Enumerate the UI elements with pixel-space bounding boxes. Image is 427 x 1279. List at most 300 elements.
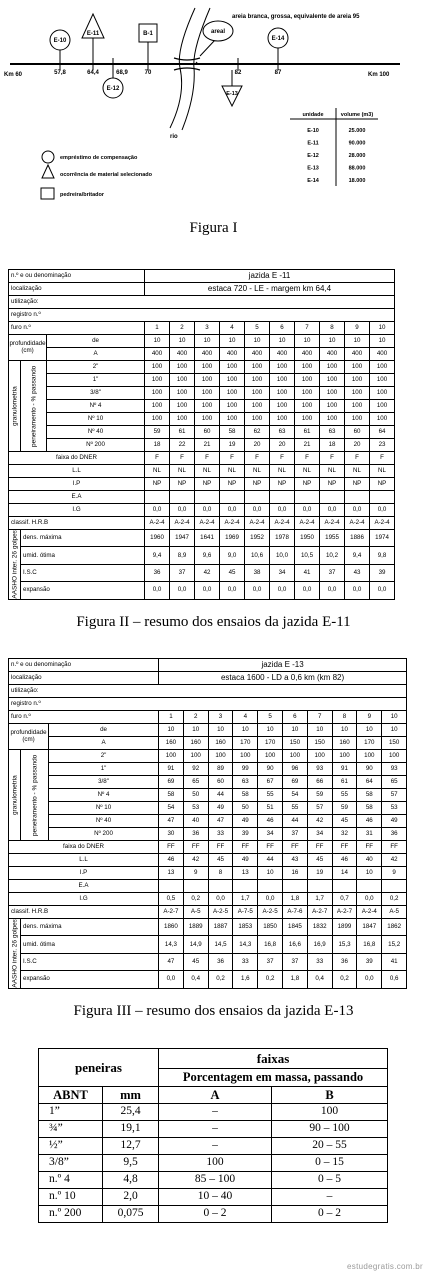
faixas-cell: ¾” (39, 1121, 103, 1138)
cell: 100 (370, 400, 395, 413)
vol-cell-unit: E-13 (307, 165, 319, 172)
cell: 32 (332, 828, 357, 841)
cell: 100 (220, 400, 245, 413)
cell: 50 (233, 802, 258, 815)
cell: A-2-7 (332, 906, 357, 919)
faixas-cell: ½” (39, 1138, 103, 1155)
faixas-cell: 2,0 (103, 1189, 159, 1206)
cell: 34 (307, 828, 332, 841)
row-label: profundidade (cm) (9, 335, 47, 361)
cell: 0,2 (332, 971, 357, 988)
cell: A-2-4 (195, 517, 220, 530)
cell: 10,6 (245, 547, 270, 564)
cell: F (170, 452, 195, 465)
faixas-cell: – (159, 1138, 272, 1155)
cell (357, 880, 382, 893)
cell: F (320, 452, 345, 465)
cell: 34 (270, 564, 295, 581)
cell (245, 491, 270, 504)
cell: 20 (245, 439, 270, 452)
cell: 100 (320, 361, 345, 374)
cell (170, 491, 195, 504)
cell: 22 (170, 439, 195, 452)
vol-cell-volume: 28.000 (348, 153, 366, 159)
cell: 100 (258, 750, 283, 763)
cell: 160 (183, 737, 208, 750)
cell: 1886 (345, 530, 370, 547)
cell: 100 (345, 400, 370, 413)
faixas-cell: – (159, 1121, 272, 1138)
row-label: I.G (9, 893, 159, 906)
faixas-cell: 0 – 2 (272, 1206, 388, 1223)
vol-cell-volume: 90.000 (348, 140, 366, 147)
cell: 100 (145, 413, 170, 426)
faixas-cell: n.º 4 (39, 1172, 103, 1189)
vol-cell-unit: E-11 (307, 140, 319, 147)
cell: 16,8 (258, 936, 283, 953)
cell: NP (170, 478, 195, 491)
sieve-label: Nº 4 (47, 400, 145, 413)
cell: 100 (245, 400, 270, 413)
cell: 160 (159, 737, 184, 750)
cell (183, 880, 208, 893)
cell: 58 (220, 426, 245, 439)
cell: NP (345, 478, 370, 491)
cell: 100 (295, 387, 320, 400)
jazida-name: jazida E -13 (159, 659, 407, 672)
cell: 10 (357, 867, 382, 880)
row-label: I.S.C (21, 564, 145, 581)
cell: 1969 (220, 530, 245, 547)
cell: 9,4 (145, 547, 170, 564)
row-label: L.L (9, 854, 159, 867)
cell: 10 (307, 724, 332, 737)
cell: 0,0 (208, 893, 233, 906)
row-label: faixa do DNER (9, 452, 145, 465)
cell: 50 (183, 789, 208, 802)
faixas-cell: 0,075 (103, 1206, 159, 1223)
river-label: rio (170, 134, 178, 140)
cell: 100 (233, 750, 258, 763)
cell: 1845 (283, 919, 308, 936)
cell: 19 (220, 439, 245, 452)
cell: 1887 (208, 919, 233, 936)
cell: 0,2 (208, 971, 233, 988)
cell: 100 (208, 750, 233, 763)
figure-3-caption: Figura III – resumo dos ensaios da jazida E-13 (73, 1003, 354, 1019)
faixas-cell: 0 – 15 (272, 1155, 388, 1172)
cell: 69 (283, 776, 308, 789)
cell: 55 (283, 802, 308, 815)
cell: 49 (382, 815, 407, 828)
cell: 0,0 (145, 582, 170, 599)
cell: 0,2 (258, 971, 283, 988)
faixas-cell: 20 – 55 (272, 1138, 388, 1155)
sieve-label: 1" (47, 374, 145, 387)
cell: 9,0 (220, 547, 245, 564)
cell: 10 (195, 335, 220, 348)
cell: 10 (159, 724, 184, 737)
cell: 36 (382, 828, 407, 841)
cell: NL (245, 465, 270, 478)
cell: 1899 (332, 919, 357, 936)
row-label: localização (9, 283, 145, 296)
cell: FF (233, 841, 258, 854)
sieve-label: 3/8" (47, 387, 145, 400)
cell: NL (220, 465, 245, 478)
cell: F (245, 452, 270, 465)
cell: 57 (382, 789, 407, 802)
faixas-cell: 0 – 5 (272, 1172, 388, 1189)
cell: 13 (233, 867, 258, 880)
cell: 100 (345, 413, 370, 426)
cell: 46 (332, 854, 357, 867)
cell: 39 (233, 828, 258, 841)
cell: FF (283, 841, 308, 854)
cell: 10 (245, 335, 270, 348)
cell: 100 (195, 413, 220, 426)
row-label: I.S.C (21, 953, 159, 970)
cell: 38 (245, 564, 270, 581)
cell: 37 (320, 564, 345, 581)
km-mark: 64,4 (87, 70, 99, 76)
cell (159, 880, 184, 893)
row-label: furo n.º (9, 711, 159, 724)
cell: 36 (332, 953, 357, 970)
label-e11: E-11 (86, 31, 100, 37)
row-label: registro n.º (9, 698, 407, 711)
cell: FF (382, 841, 407, 854)
faixas-cell: 25,4 (103, 1104, 159, 1121)
cell: 400 (220, 348, 245, 361)
cell: 100 (220, 413, 245, 426)
faixas-cell: – (272, 1189, 388, 1206)
sieve-label: 2" (47, 361, 145, 374)
cell: 0,0 (320, 582, 345, 599)
table-faixas (38, 1048, 388, 1223)
cell: FF (332, 841, 357, 854)
cell: F (220, 452, 245, 465)
cell: 10 (320, 335, 345, 348)
peneiramento-label: peneiramento - % passando (21, 750, 49, 841)
sieve-label: 1" (49, 763, 159, 776)
cell: NL (145, 465, 170, 478)
cell: 0,2 (183, 893, 208, 906)
cell: 2 (170, 322, 195, 335)
cell: 1641 (195, 530, 220, 547)
cell: A-2-5 (258, 906, 283, 919)
cell: 5 (258, 711, 283, 724)
cell: 7 (295, 322, 320, 335)
header-a: A (159, 1087, 272, 1104)
row-label: A (49, 737, 159, 750)
cell: 45 (208, 854, 233, 867)
cell (382, 880, 407, 893)
cell: 0,0 (345, 582, 370, 599)
cell: F (370, 452, 395, 465)
cell: 64 (357, 776, 382, 789)
cell: FF (208, 841, 233, 854)
cell: 93 (382, 763, 407, 776)
cell: 100 (170, 387, 195, 400)
cell: 100 (170, 413, 195, 426)
cell: A-5 (183, 906, 208, 919)
row-label: faixa do DNER (9, 841, 159, 854)
cell: 39 (357, 953, 382, 970)
cell: 31 (357, 828, 382, 841)
cell: 100 (295, 413, 320, 426)
cell: F (270, 452, 295, 465)
cell: 14,3 (159, 936, 184, 953)
cell: 37 (258, 953, 283, 970)
cell: 64 (370, 426, 395, 439)
jazida-name: jazida E -11 (145, 270, 395, 283)
cell: 100 (220, 361, 245, 374)
cell: 0,5 (159, 893, 184, 906)
cell: A-7-6 (283, 906, 308, 919)
cell: A-7-5 (233, 906, 258, 919)
cell: 1978 (270, 530, 295, 547)
cell: 51 (258, 802, 283, 815)
cell: FF (159, 841, 184, 854)
row-label: dens. máxima (21, 919, 159, 936)
aashto-label: AASHO inter. 26 golpes (9, 919, 21, 989)
cell: NP (270, 478, 295, 491)
cell: 100 (357, 750, 382, 763)
cell: 16 (283, 867, 308, 880)
cell: 6 (283, 711, 308, 724)
cell: 53 (382, 802, 407, 815)
cell (332, 880, 357, 893)
header-porcentagem: Porcentagem em massa, passando (159, 1069, 388, 1087)
row-label: umid. ótima (21, 936, 159, 953)
cell: 10 (370, 322, 395, 335)
cell: 100 (270, 361, 295, 374)
cell: 13 (159, 867, 184, 880)
cell: 61 (170, 426, 195, 439)
sieve-label: Nº 200 (49, 828, 159, 841)
watermark: estudegratis.com.br (347, 1262, 423, 1271)
cell: 150 (382, 737, 407, 750)
cell: 400 (295, 348, 320, 361)
row-label: dens. máxima (21, 530, 145, 547)
cell: 18 (320, 439, 345, 452)
cell: 40 (357, 854, 382, 867)
cell: 16,6 (283, 936, 308, 953)
row-label: utilização: (9, 296, 395, 309)
cell: A-2-4 (245, 517, 270, 530)
row-label: utilização: (9, 685, 407, 698)
cell: F (345, 452, 370, 465)
row-label: classif. H.R.B (9, 906, 159, 919)
cell: 0,6 (382, 971, 407, 988)
sieve-label: Nº 40 (47, 426, 145, 439)
cell: 0,0 (357, 893, 382, 906)
cell: 0,7 (332, 893, 357, 906)
cell: 100 (145, 387, 170, 400)
sieve-label: 2" (49, 750, 159, 763)
faixas-cell: 100 (159, 1155, 272, 1172)
cell: 45 (220, 564, 245, 581)
cell: 100 (170, 374, 195, 387)
cell: 47 (208, 815, 233, 828)
cell: 100 (270, 400, 295, 413)
areal-note: areia branca, grossa, equivalente de areia 95 (232, 14, 360, 20)
cell: 100 (245, 387, 270, 400)
cell: 33 (208, 828, 233, 841)
cell: 10 (208, 724, 233, 737)
cell: 400 (245, 348, 270, 361)
cell: 54 (159, 802, 184, 815)
cell (283, 880, 308, 893)
cell: 10 (258, 724, 283, 737)
faixas-cell: – (159, 1104, 272, 1121)
cell: 45 (307, 854, 332, 867)
cell: 1 (145, 322, 170, 335)
cell: 65 (382, 776, 407, 789)
cell: 10 (382, 711, 407, 724)
vol-cell-volume: 25.000 (348, 128, 366, 134)
cell: 100 (320, 387, 345, 400)
cell: A-5 (382, 906, 407, 919)
cell: 10 (283, 724, 308, 737)
km-mark: 68,9 (116, 70, 128, 76)
sieve-label: Nº 4 (49, 789, 159, 802)
cell: 100 (159, 750, 184, 763)
cell: 160 (208, 737, 233, 750)
cell: NL (320, 465, 345, 478)
cell: 100 (195, 400, 220, 413)
jazida-location: estaca 1600 - LD a 0,6 km (km 82) (159, 672, 407, 685)
vol-header-volume: volume (m3) (340, 112, 374, 118)
table-jazida-e11 (8, 269, 395, 600)
cell: 100 (320, 413, 345, 426)
cell: 0,0 (270, 504, 295, 517)
cell: A-2-4 (270, 517, 295, 530)
cell: 1853 (233, 919, 258, 936)
cell: 16,8 (357, 936, 382, 953)
row-label: L.L (9, 465, 145, 478)
cell: 63 (270, 426, 295, 439)
cell: 4 (220, 322, 245, 335)
cell: 8,9 (170, 547, 195, 564)
cell: 58 (159, 789, 184, 802)
cell: 100 (345, 361, 370, 374)
cell: 9,4 (345, 547, 370, 564)
cell (320, 491, 345, 504)
cell: 100 (332, 750, 357, 763)
vol-cell-volume: 88.000 (348, 165, 366, 172)
faixas-cell: 0 – 2 (159, 1206, 272, 1223)
cell: 58 (357, 802, 382, 815)
cell: NP (220, 478, 245, 491)
cell: 0,0 (159, 971, 184, 988)
cell (345, 491, 370, 504)
cell: 46 (258, 815, 283, 828)
cell: 9,6 (195, 547, 220, 564)
cell: A-2-4 (345, 517, 370, 530)
legend-circle-label: empréstimo de compensação (60, 155, 138, 161)
cell: A-2-4 (370, 517, 395, 530)
cell: FF (258, 841, 283, 854)
cell: NP (295, 478, 320, 491)
cell: A-2-4 (320, 517, 345, 530)
cell: 49 (233, 815, 258, 828)
cell: 58 (233, 789, 258, 802)
cell: 37 (170, 564, 195, 581)
cell: 10 (357, 724, 382, 737)
label-e12: E-12 (106, 86, 120, 92)
cell (270, 491, 295, 504)
cell: 41 (295, 564, 320, 581)
cell: 400 (370, 348, 395, 361)
table-jazida-e13 (8, 658, 407, 989)
cell: 46 (159, 854, 184, 867)
label-b1: B-1 (143, 31, 153, 37)
figure-1-diagram (0, 0, 427, 210)
cell: 400 (345, 348, 370, 361)
cell: 10 (145, 335, 170, 348)
header-mm: mm (103, 1087, 159, 1104)
cell: 0,0 (357, 971, 382, 988)
cell: 0,0 (220, 582, 245, 599)
cell: 170 (233, 737, 258, 750)
jazida-location: estaca 720 - LE - margem km 64,4 (145, 283, 395, 296)
sieve-label: Nº 200 (47, 439, 145, 452)
sieve-label: Nº 40 (49, 815, 159, 828)
cell: 1850 (258, 919, 283, 936)
faixas-cell: 12,7 (103, 1138, 159, 1155)
cell: FF (183, 841, 208, 854)
faixas-cell: 19,1 (103, 1121, 159, 1138)
cell: 100 (345, 374, 370, 387)
cell: 100 (170, 400, 195, 413)
cell: 100 (220, 374, 245, 387)
cell: 36 (183, 828, 208, 841)
cell: 170 (357, 737, 382, 750)
row-label: n.º e ou denominação (9, 659, 159, 672)
cell: NL (345, 465, 370, 478)
cell: 1974 (370, 530, 395, 547)
cell (370, 491, 395, 504)
cell (195, 491, 220, 504)
cell: 6 (270, 322, 295, 335)
cell (233, 880, 258, 893)
cell (145, 491, 170, 504)
cell: 60 (195, 426, 220, 439)
cell: 42 (382, 854, 407, 867)
km-mark: 87 (274, 70, 282, 76)
cell: NL (370, 465, 395, 478)
peneiramento-label: peneiramento - % passando (21, 361, 47, 452)
label-e10: E-10 (53, 38, 67, 44)
cell: 59 (307, 789, 332, 802)
cell: 9 (345, 322, 370, 335)
cell: 41 (382, 953, 407, 970)
cell: 10 (332, 724, 357, 737)
cell: 100 (195, 361, 220, 374)
cell: 21 (195, 439, 220, 452)
cell: 14,3 (233, 936, 258, 953)
cell: 100 (295, 374, 320, 387)
row-label: umid. ótima (21, 547, 145, 564)
cell: 100 (245, 413, 270, 426)
cell (258, 880, 283, 893)
cell: 9,8 (370, 547, 395, 564)
cell: 62 (245, 426, 270, 439)
cell: 34 (258, 828, 283, 841)
cell: 150 (283, 737, 308, 750)
